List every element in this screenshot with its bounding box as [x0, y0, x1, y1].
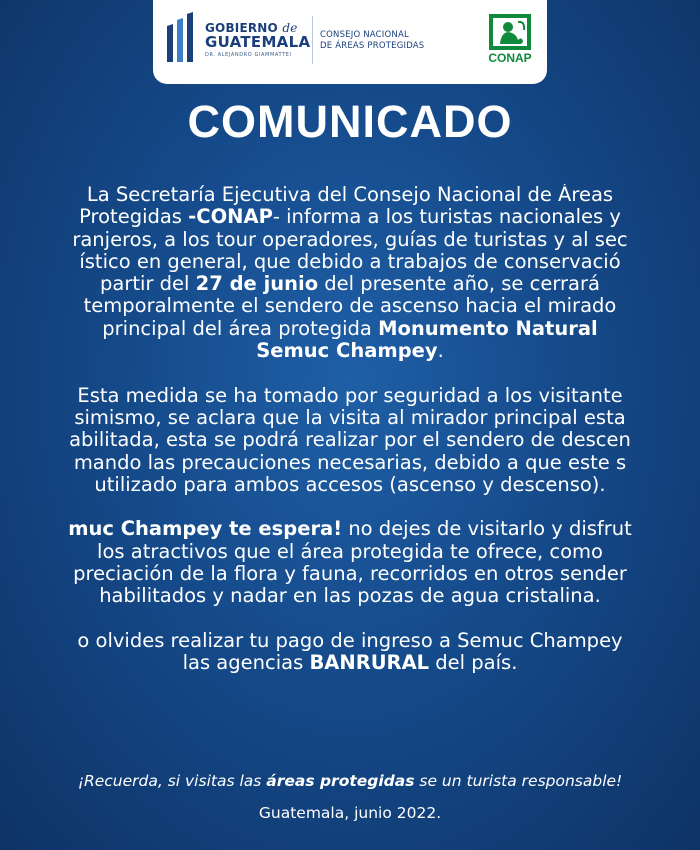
- body-line: [0, 541, 700, 563]
- conap-logo-label: CONAP: [488, 51, 532, 65]
- text: La Secretaría Ejecutiva del Consejo Nacional de Áreas: [86, 184, 614, 206]
- gov-line2: GUATEMALA: [205, 33, 311, 51]
- body-line: [0, 340, 700, 362]
- page-title: COMUNICADO: [187, 96, 513, 147]
- text: - informa a los turistas nacionales y: [272, 205, 621, 229]
- text: del presente año, se cerrará: [318, 272, 600, 296]
- date-bold: 27 de junio: [195, 272, 319, 296]
- text: se un turista responsable!: [414, 772, 623, 790]
- text: del país.: [429, 651, 518, 675]
- footer-reminder: [0, 772, 700, 790]
- footer-date: Guatemala, junio 2022.: [258, 804, 442, 822]
- text: las agencias: [182, 651, 310, 675]
- conap-name-line2: DE ÁREAS PROTEGIDAS: [320, 41, 425, 51]
- text: o olvides realizar tu pago de ingreso a Semuc Champey: [77, 628, 623, 652]
- text: principal del área protegida: [102, 316, 379, 340]
- protected-areas-bold: áreas protegidas: [266, 772, 415, 790]
- text: Protegidas: [79, 205, 189, 229]
- body-line: [0, 630, 700, 652]
- body-line: [0, 229, 700, 251]
- logo-divider: [312, 16, 313, 64]
- body-line: [0, 273, 700, 295]
- body-line: [0, 184, 700, 206]
- slogan-bold: muc Champey te espera!: [68, 517, 343, 541]
- gobierno-guatemala-logo: [205, 22, 310, 58]
- gov-de: de: [282, 21, 298, 35]
- body-line: [0, 474, 700, 496]
- text: los atractivos que el área protegida te ofrece, como: [97, 539, 603, 563]
- area-name-bold: Monumento Natural: [378, 316, 598, 340]
- conap-bold: -CONAP: [188, 205, 273, 229]
- bank-bold: BANRURAL: [309, 651, 430, 675]
- body-line: [0, 295, 700, 317]
- header-logo-card: [153, 0, 547, 84]
- conap-name-line1: CONSEJO NACIONAL: [320, 30, 409, 40]
- text: utilizado para ambos accesos (ascenso y descenso).: [94, 472, 606, 496]
- announcement-body: [0, 184, 700, 675]
- text: abilitada, esta se podrá realizar por el sendero de descen: [69, 428, 631, 452]
- body-line: [0, 429, 700, 451]
- text: no dejes de visitarlo y disfrut: [342, 517, 632, 541]
- text: mando las precauciones necesarias, debido a que este s: [73, 450, 627, 474]
- text: Esta medida se ha tomado por seguridad a los visitante: [77, 383, 623, 407]
- body-line: [0, 251, 700, 273]
- body-line: [0, 563, 700, 585]
- body-line: [0, 585, 700, 607]
- text: habilitados y nadar en las pozas de agua cristalina.: [99, 584, 601, 608]
- text: .: [437, 339, 444, 363]
- body-line: [0, 518, 700, 540]
- body-line: [0, 385, 700, 407]
- text: ¡Recuerda, si visitas las: [77, 772, 267, 790]
- text: simismo, se aclara que la visita al mirador principal esta: [74, 405, 626, 429]
- gov-line1: GOBIERNO: [205, 21, 278, 35]
- conap-monkey-icon: [489, 14, 531, 50]
- conap-name: [320, 30, 424, 52]
- body-line: [0, 318, 700, 340]
- area-name-bold: Semuc Champey: [256, 339, 438, 363]
- gov-line3: DR. ALEJANDRO GIAMMATTEI: [205, 52, 292, 58]
- body-line: [0, 652, 700, 674]
- body-line: [0, 452, 700, 474]
- text: ístico en general, que debido a trabajos de conservació: [79, 249, 621, 273]
- text: temporalmente el sendero de ascenso hacia el mirado: [83, 294, 617, 318]
- guatemala-flag-icon: [165, 12, 197, 64]
- text: partir del: [100, 272, 196, 296]
- body-line: [0, 407, 700, 429]
- conap-logo: [487, 14, 533, 64]
- text: preciación de la flora y fauna, recorridos en otros sender: [73, 562, 627, 586]
- text: ranjeros, a los tour operadores, guías de turistas y al sec: [72, 227, 628, 251]
- body-line: [0, 206, 700, 228]
